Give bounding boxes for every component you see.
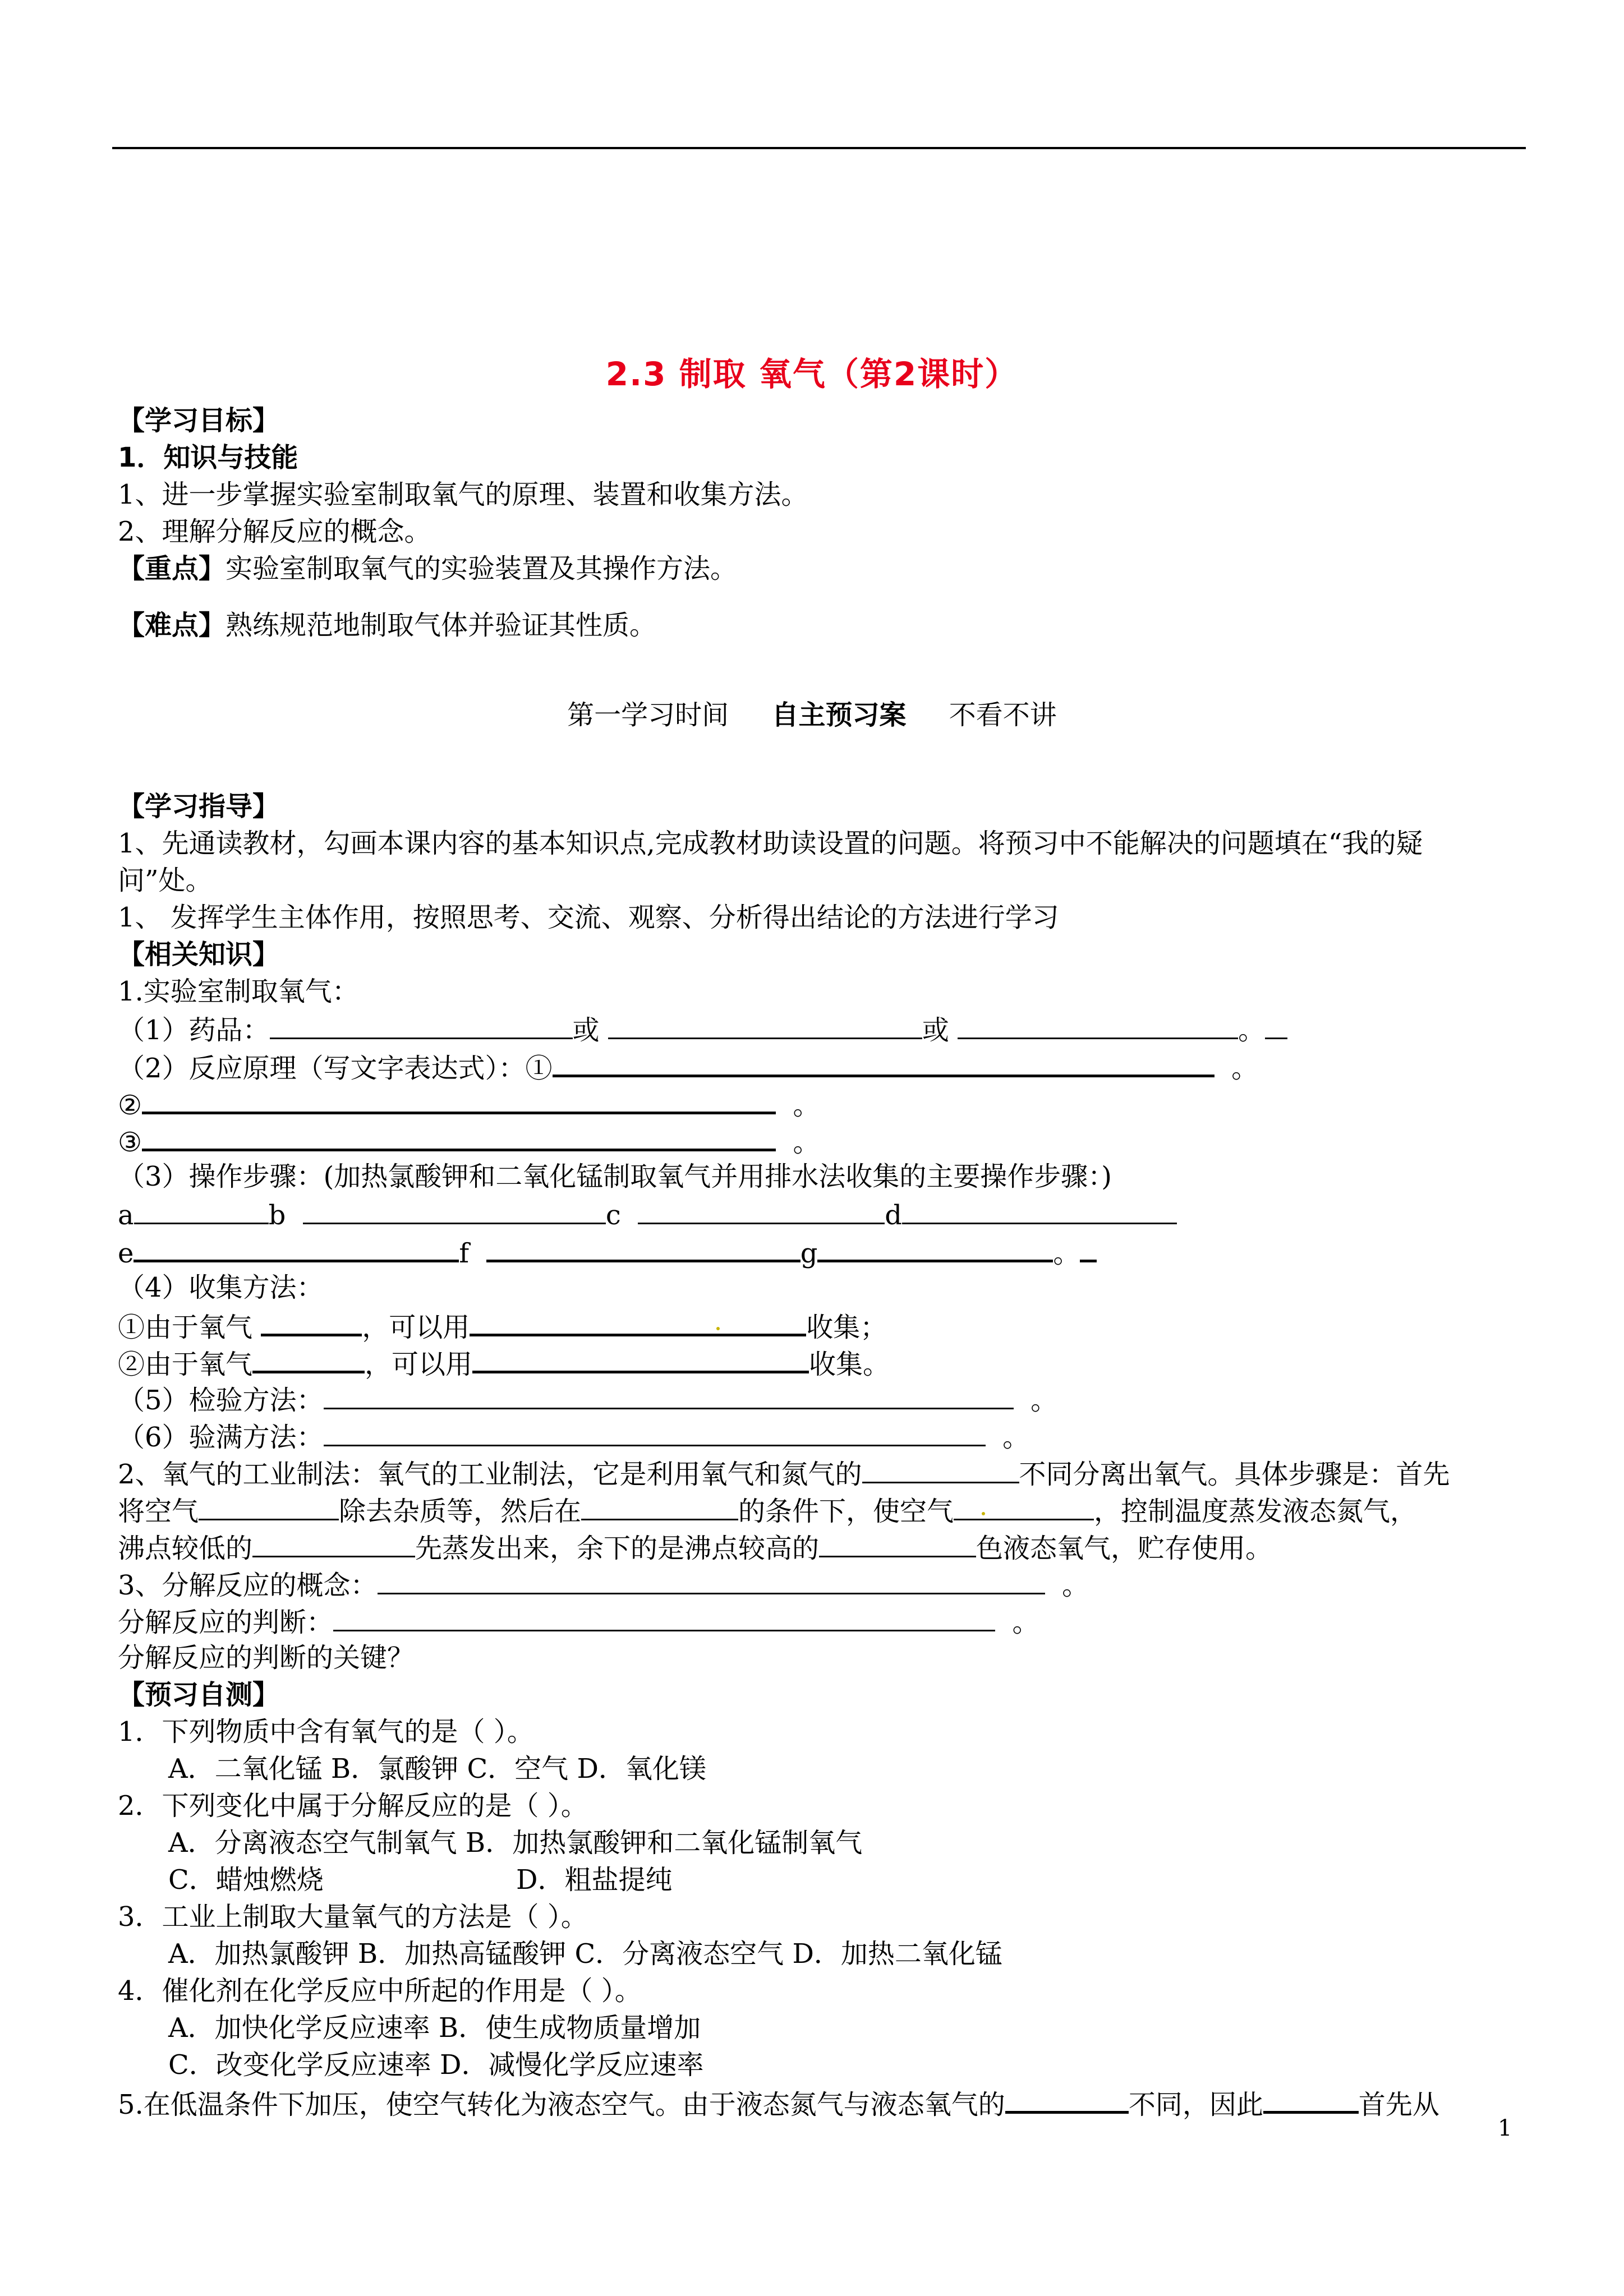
blank[interactable] bbox=[142, 1123, 776, 1151]
blank[interactable] bbox=[252, 1530, 415, 1557]
blank[interactable] bbox=[486, 1234, 801, 1262]
related-q1: 1.实验室制取氧气： bbox=[118, 976, 359, 1007]
guide-heading: 【学习指导】 bbox=[118, 791, 280, 822]
blank[interactable] bbox=[1005, 2085, 1129, 2114]
decomp-key: 分解反应的判断的关键？ bbox=[118, 1642, 415, 1673]
selftest-q4-options-2: C．改变化学反应速率 D．减慢化学反应速率 bbox=[168, 2049, 704, 2081]
objective-item-1: 1、进一步掌握实验室制取氧气的原理、装置和收集方法。 bbox=[118, 479, 808, 510]
blank[interactable] bbox=[270, 1012, 573, 1039]
collect-line-2: ②由于氧气 ，可以用 收集。 bbox=[118, 1345, 890, 1381]
selftest-q4: 4．催化剂在化学反应中所起的作用是（ ）。 bbox=[118, 1975, 642, 2007]
page-number: 1 bbox=[1498, 2115, 1512, 2141]
blank[interactable] bbox=[1263, 2085, 1359, 2114]
blank[interactable] bbox=[134, 1197, 269, 1224]
blank[interactable] bbox=[470, 1308, 806, 1336]
blank[interactable] bbox=[261, 1308, 362, 1336]
blank[interactable] bbox=[199, 1493, 339, 1520]
selftest-q3-options: A．加热氯酸钾 B．加热高锰酸钾 C．分离液态空气 D．加热二氧化锰 bbox=[168, 1938, 1002, 1970]
blank[interactable] bbox=[638, 1197, 885, 1224]
steps-abcd: a b c d bbox=[118, 1197, 1177, 1232]
difficult-point bbox=[118, 608, 656, 642]
section-part-2: 自主预习案 bbox=[771, 699, 907, 731]
selftest-q4-options-1: A．加快化学反应速率 B．使生成物质量增加 bbox=[168, 2012, 701, 2044]
blank[interactable] bbox=[333, 1604, 995, 1631]
key-label: 【重点】 bbox=[118, 553, 226, 584]
objectives-subheading: 1．知识与技能 bbox=[118, 442, 298, 473]
objective-item-2: 2、理解分解反应的概念。 bbox=[118, 516, 431, 547]
selftest-q1-options: A．二氧化锰 B．氯酸钾 C．空气 D．氧化镁 bbox=[168, 1753, 706, 1785]
steps-efg: e f g 。 bbox=[118, 1234, 1097, 1270]
principle-2: ② 。 bbox=[118, 1086, 820, 1122]
selftest-q3: 3．工业上制取大量氧气的方法是（ ）。 bbox=[118, 1901, 588, 1933]
key-text: 实验室制取氧气的实验装置及其操作方法。 bbox=[226, 553, 738, 584]
selftest-q5: 5.在低温条件下加压，使空气转化为液态空气。由于液态氮气与液态氧气的 不同，因此 首先从 bbox=[118, 2085, 1439, 2122]
blank[interactable] bbox=[378, 1567, 1045, 1594]
related-heading: 【相关知识】 bbox=[118, 939, 280, 970]
guide-line-1: 1、先通读教材，勾画本课内容的基本知识点,完成教材助读设置的问题。将预习中不能解决的问题填在“我的疑 bbox=[118, 828, 1423, 859]
header-rule bbox=[112, 147, 1526, 149]
blank[interactable] bbox=[902, 1197, 1177, 1224]
stray-dot bbox=[716, 1327, 720, 1330]
principle-3: ③ 。 bbox=[118, 1123, 820, 1159]
stray-dot bbox=[982, 1512, 985, 1515]
collect-line-1: ①由于氧气 ，可以用 收集； bbox=[118, 1308, 887, 1344]
blank[interactable] bbox=[581, 1493, 738, 1520]
test-line: （5）检验方法： 。 bbox=[118, 1382, 1057, 1417]
blank[interactable] bbox=[958, 1012, 1238, 1039]
objectives-heading: 【学习目标】 bbox=[118, 405, 280, 436]
difficult-text: 熟练规范地制取气体并验证其性质。 bbox=[226, 610, 657, 641]
blank[interactable] bbox=[252, 1345, 365, 1373]
steps-line: （3）操作步骤：(加热氯酸钾和二氧化锰制取氧气并用排水法收集的主要操作步骤：) bbox=[118, 1161, 1112, 1192]
blank[interactable] bbox=[134, 1234, 459, 1262]
guide-line-2: 1、 发挥学生主体作用，按照思考、交流、观察、分析得出结论的方法进行学习 bbox=[118, 902, 1059, 933]
blank[interactable] bbox=[819, 1530, 976, 1557]
drugs-line: （1）药品： 或 或 。 bbox=[118, 1012, 1287, 1047]
blank[interactable] bbox=[472, 1345, 809, 1373]
section-part-3: 不看不讲 bbox=[949, 699, 1057, 731]
selftest-q2-options-2a: C．蜡烛燃烧 bbox=[168, 1864, 324, 1896]
section-part-1: 第一学习时间 bbox=[567, 699, 729, 731]
collect-heading: （4）收集方法： bbox=[118, 1272, 324, 1303]
selftest-q2-options-1: A．分离液态空气制氧气 B．加热氯酸钾和二氧化锰制氧气 bbox=[168, 1827, 863, 1859]
guide-line-1b: 问”处。 bbox=[118, 865, 213, 896]
selftest-q1: 1．下列物质中含有氧气的是（ ）。 bbox=[118, 1716, 534, 1748]
blank[interactable] bbox=[862, 1456, 1019, 1483]
key-point bbox=[118, 552, 737, 585]
selftest-q2-options-2b: D．粗盐提纯 bbox=[516, 1864, 673, 1896]
principle-line: （2）反应原理（写文字表达式）：① 。 bbox=[118, 1049, 1258, 1085]
difficult-label: 【难点】 bbox=[118, 610, 226, 641]
blank[interactable] bbox=[324, 1419, 986, 1446]
blank[interactable] bbox=[324, 1382, 1014, 1409]
industrial-line-2: 将空气 除去杂质等，然后在 的条件下，使空气 ，控制温度蒸发液态氮气， bbox=[118, 1493, 1417, 1528]
blank[interactable] bbox=[1080, 1234, 1097, 1262]
blank[interactable] bbox=[817, 1234, 1053, 1262]
selftest-heading: 【预习自测】 bbox=[118, 1679, 280, 1711]
blank[interactable] bbox=[303, 1197, 606, 1224]
decomp-concept: 3、分解反应的概念： 。 bbox=[118, 1567, 1089, 1602]
blank[interactable] bbox=[553, 1049, 1214, 1077]
blank[interactable] bbox=[608, 1012, 922, 1039]
page-title: 2.3 制取 氧气（第2课时） bbox=[605, 355, 1019, 393]
full-line: （6）验满方法： 。 bbox=[118, 1419, 1029, 1454]
industrial-line-1: 2、氧气的工业制法：氧气的工业制法，它是利用氧气和氮气的 不同分离出氧气。具体步骤是：首先 bbox=[118, 1456, 1450, 1491]
industrial-line-3: 沸点较低的 先蒸发出来，余下的是沸点较高的 色液态氧气，贮存使用。 bbox=[118, 1530, 1272, 1565]
blank[interactable] bbox=[142, 1086, 776, 1114]
decomp-judge: 分解反应的判断： 。 bbox=[118, 1604, 1039, 1639]
blank[interactable] bbox=[1265, 1012, 1287, 1039]
blank[interactable] bbox=[954, 1493, 1094, 1520]
section-heading bbox=[0, 698, 1624, 732]
selftest-q2: 2．下列变化中属于分解反应的是（ ）。 bbox=[118, 1790, 588, 1822]
